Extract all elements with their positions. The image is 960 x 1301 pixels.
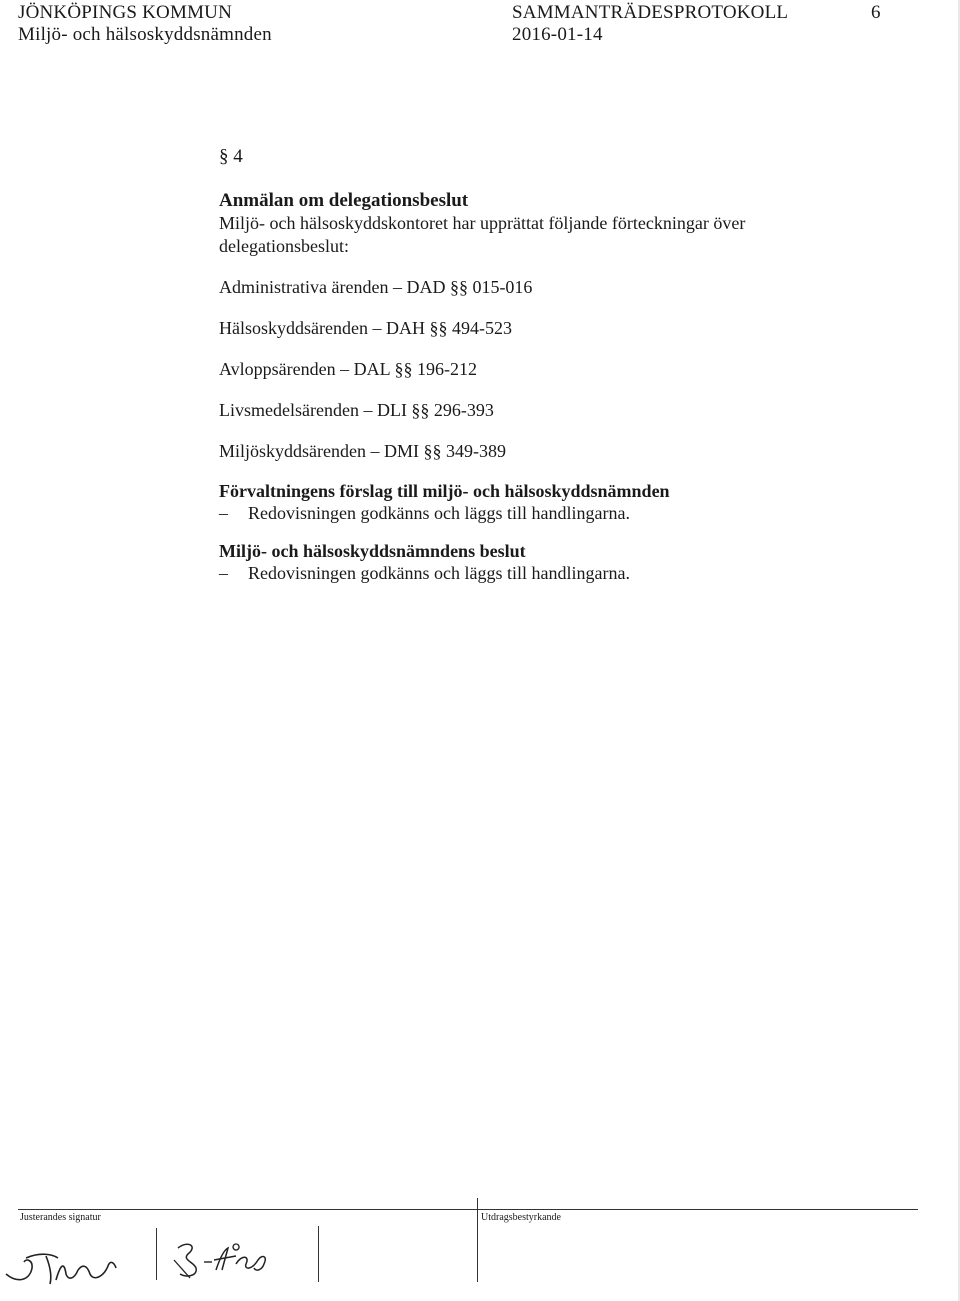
document-type: SAMMANTRÄDESPROTOKOLL bbox=[512, 2, 789, 23]
dash-marker: – bbox=[219, 563, 228, 583]
list-item-avlopp: Avloppsärenden – DAL §§ 196-212 bbox=[219, 359, 477, 379]
decision-text: Redovisningen godkänns och läggs till handlingarna. bbox=[248, 563, 630, 583]
dash-marker: – bbox=[219, 503, 228, 523]
proposal-text: Redovisningen godkänns och läggs till handlingarna. bbox=[248, 503, 630, 523]
list-item-miljoskydd: Miljöskyddsärenden – DMI §§ 349-389 bbox=[219, 441, 506, 461]
section-number: § 4 bbox=[219, 146, 243, 167]
signature-divider-1 bbox=[156, 1228, 157, 1280]
decision-item bbox=[219, 562, 839, 584]
proposal-item bbox=[219, 502, 839, 524]
list-item-halsoskydd: Hälsoskyddsärenden – DAH §§ 494-523 bbox=[219, 318, 512, 338]
org-name: JÖNKÖPINGS KOMMUN bbox=[18, 2, 233, 23]
page-number: 6 bbox=[871, 2, 881, 23]
justerandes-signatur-label: Justerandes signatur bbox=[20, 1212, 101, 1223]
footer-divider bbox=[18, 1209, 918, 1210]
utdragsbestyrkande-label: Utdragsbestyrkande bbox=[481, 1212, 561, 1223]
intro-line-1: Miljö- och hälsoskyddskontoret har upprättat följande förteckningar över bbox=[219, 213, 746, 233]
committee-name: Miljö- och hälsoskyddsnämnden bbox=[18, 24, 272, 45]
decision-block bbox=[219, 540, 839, 584]
signature-2 bbox=[164, 1230, 314, 1290]
list-item-administrativa: Administrativa ärenden – DAD §§ 015-016 bbox=[219, 277, 533, 297]
signature-divider-2 bbox=[318, 1226, 319, 1282]
proposal-block bbox=[219, 480, 839, 524]
decision-heading: Miljö- och hälsoskyddsnämndens beslut bbox=[219, 541, 526, 561]
intro-line-2: delegationsbeslut: bbox=[219, 236, 349, 256]
list-item-livsmedel: Livsmedelsärenden – DLI §§ 296-393 bbox=[219, 400, 494, 420]
signature-1 bbox=[0, 1236, 140, 1296]
section-content bbox=[219, 146, 839, 584]
meeting-date: 2016-01-14 bbox=[512, 24, 603, 45]
section-title: Anmälan om delegationsbeslut bbox=[219, 190, 469, 211]
proposal-heading: Förvaltningens förslag till miljö- och hälsoskyddsnämnden bbox=[219, 481, 670, 501]
signature-divider-3 bbox=[477, 1198, 478, 1282]
